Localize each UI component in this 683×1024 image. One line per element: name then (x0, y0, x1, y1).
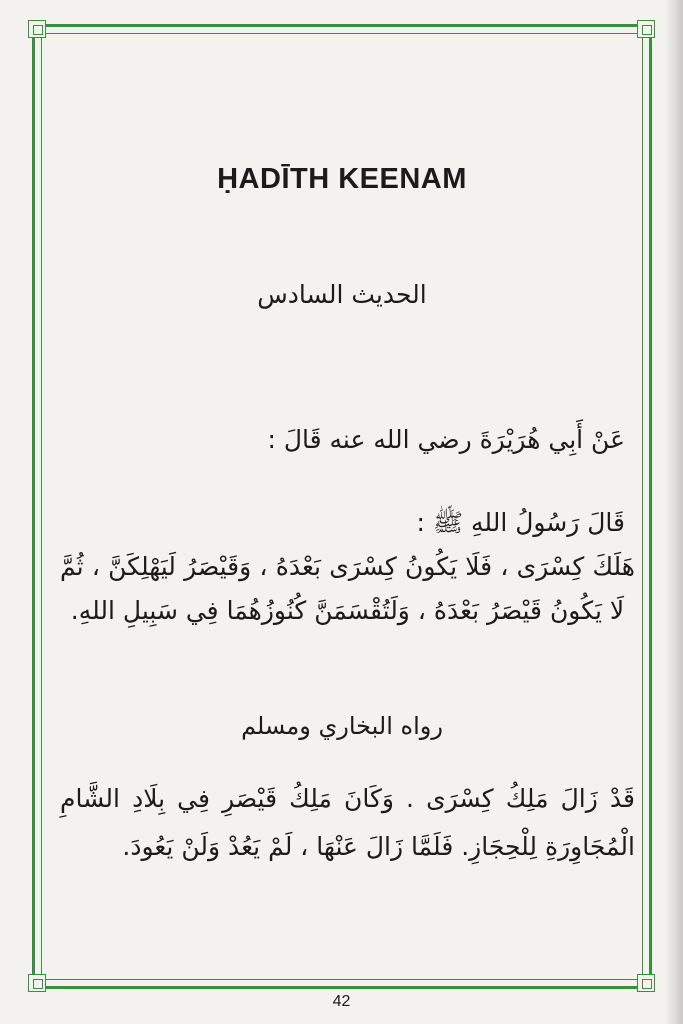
hadith-text: هَلَكَ كِسْرَى ، فَلَا يَكُونُ كِسْرَى بَعْدَهُ ، وَقَيْصَرُ لَيَهْلِكَنَّ ، ثُمَّ لَا يَكُونُ قَيْصَرُ بَعْدَهُ ، وَلَتُقْسَمَنَّ كُنُوزُهُمَا فِي سَبِيلِ اللهِ. (60, 552, 635, 625)
narrator-line: عَنْ أَبِي هُرَيْرَةَ رضي الله عنه قَالَ : (267, 425, 625, 454)
corner-ornament-bottom-right (637, 974, 655, 992)
corner-ornament-top-right (637, 20, 655, 38)
commentary-text: قَدْ زَالَ مَلِكُ كِسْرَى . وَكَانَ مَلِكُ قَيْصَرِ فِي بِلَادِ الشَّامِ الْمُجَاوِرَةِ لِلْحِجَازِ. فَلَمَّا زَالَ عَنْهَا ، لَمْ يَعُدْ وَلَنْ يَعُودَ. (60, 784, 635, 861)
page-edge-shadow (665, 0, 683, 1024)
prophet-line: قَالَ رَسُولُ اللهِ ﷺ : (416, 508, 625, 537)
page-number: 42 (332, 993, 351, 1010)
hadith-source: رواه البخاري ومسلم (241, 712, 443, 740)
arabic-heading: الحديث السادس (257, 280, 427, 309)
corner-ornament-bottom-left (28, 974, 46, 992)
corner-ornament-top-left (28, 20, 46, 38)
page-title: ḤADĪTH KEENAM (217, 163, 467, 195)
